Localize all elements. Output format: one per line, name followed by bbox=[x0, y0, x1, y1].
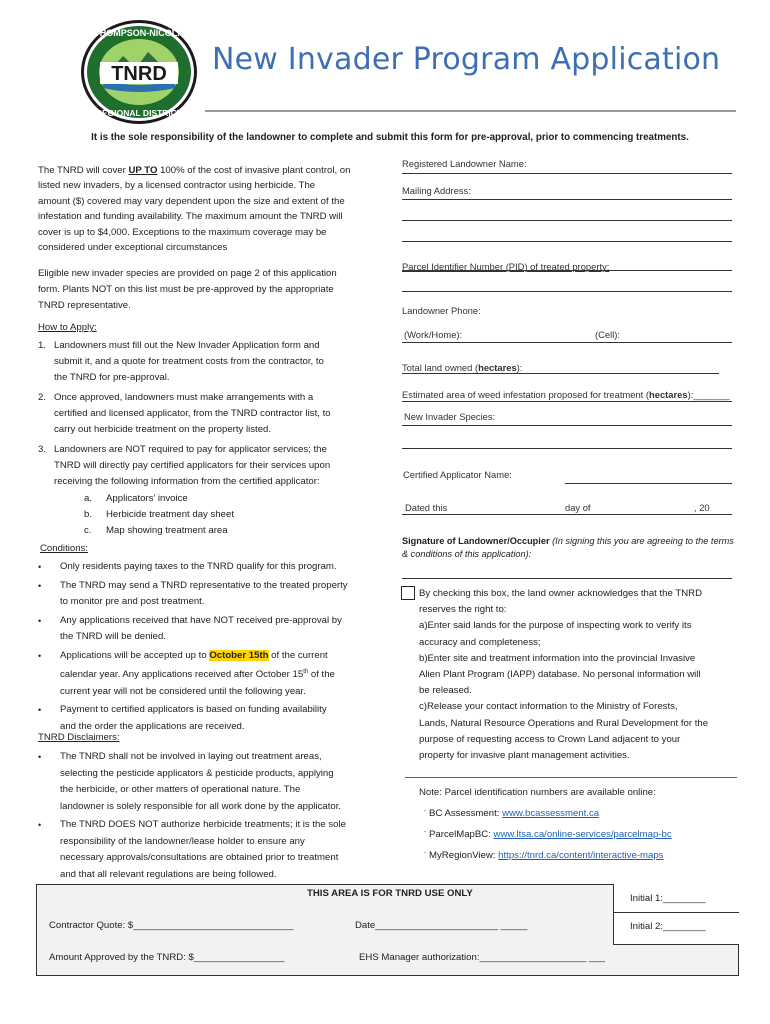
land-owned-field[interactable] bbox=[402, 373, 719, 374]
species-field-2[interactable] bbox=[402, 448, 732, 449]
phone-label: Landowner Phone: bbox=[402, 305, 481, 316]
date-field[interactable] bbox=[402, 514, 732, 515]
dated-this-label: Dated this bbox=[405, 502, 448, 513]
signature-label: Signature of Landowner/Occupier (In signing this you are agreeing to the terms & conditions of this application): bbox=[402, 536, 734, 559]
work-home-label: (Work/Home): bbox=[404, 329, 463, 340]
disclaimers-list bbox=[38, 749, 383, 883]
year-label: , 20 bbox=[694, 502, 710, 513]
page-title: New Invader Program Application bbox=[212, 42, 721, 77]
initial-1-field[interactable]: Initial 1:________ bbox=[630, 893, 706, 904]
condition-item: • The TNRD may send a TNRD representative to the treated property to monitor pre and post treatment. bbox=[38, 579, 348, 607]
step-3: 3. Landowners are NOT required to pay for applicator services; the TNRD will directly pay certified applicators for their services upon receiving the following information from the certified applicator: bbox=[38, 444, 331, 487]
mailing-address-label: Mailing Address: bbox=[402, 185, 471, 196]
pid-field-2[interactable] bbox=[402, 291, 732, 292]
pid-label: Parcel Identifier Number (PID) of treated property: bbox=[402, 261, 610, 272]
sub-item-a: a. Applicators’ invoice bbox=[84, 493, 188, 504]
coverage-paragraph: The TNRD will cover UP TO 100% of the cost of invasive plant control, on listed new invaders, by a licensed contractor using herbicide. The amount ($) covered may vary dependent upon the size and extent of the infestation and funding availability. The maximum amount the TNRD will cover is up to $4,000. Exceptions to the maximum coverage may be considered under exceptional circumstances bbox=[38, 165, 351, 254]
link-list bbox=[424, 803, 744, 866]
initial-2-field[interactable]: Initial 2:________ bbox=[630, 921, 706, 932]
tnrd-logo bbox=[78, 18, 200, 126]
cell-label: (Cell): bbox=[595, 329, 620, 340]
registered-landowner-label: Registered Landowner Name: bbox=[402, 158, 527, 169]
step-1: 1. Landowners must fill out the New Invader Application form and submit it, and a quote for treatment costs from the contractor, to the TNRD for pre-approval. bbox=[38, 340, 324, 383]
signature-field[interactable] bbox=[402, 578, 732, 579]
logo-bottom-text: REGIONAL DISTRICT bbox=[95, 108, 183, 118]
office-date-field[interactable]: Date_______________________ _____ bbox=[355, 920, 528, 931]
parcelmap-link[interactable]: www.ltsa.ca/online-services/parcelmap-bc bbox=[493, 829, 672, 840]
day-of-label: day of bbox=[565, 502, 591, 513]
condition-item: • Any applications received that have NOT received pre-approval by the TNRD will be denied. bbox=[38, 614, 342, 642]
mailing-address-field-3[interactable] bbox=[402, 241, 732, 242]
conditions-list bbox=[38, 559, 383, 735]
office-use-heading: THIS AREA IS FOR TNRD USE ONLY bbox=[307, 888, 473, 899]
note-heading: Note: Parcel identification numbers are available online: bbox=[419, 787, 656, 798]
logo-center-text: TNRD bbox=[111, 63, 167, 85]
sub-item-b: b. Herbicide treatment day sheet bbox=[84, 509, 234, 520]
registered-landowner-field[interactable] bbox=[402, 173, 732, 174]
contractor-quote-field[interactable]: Contractor Quote: $______________________________ bbox=[49, 920, 294, 931]
species-label: New Invader Species: bbox=[404, 411, 496, 422]
applicator-field[interactable] bbox=[565, 483, 732, 484]
amount-approved-field[interactable]: Amount Approved by the TNRD: $_________________ bbox=[49, 952, 285, 963]
link-item-myregionview: ¨ MyRegionView: https://tnrd.ca/content/interactive-maps bbox=[424, 850, 664, 861]
bcassessment-link[interactable]: www.bcassessment.ca bbox=[502, 808, 600, 819]
sub-item-c: c. Map showing treatment area bbox=[84, 525, 228, 536]
link-item-bcassessment: ¨ BC Assessment: www.bcassessment.ca bbox=[424, 808, 600, 819]
condition-deadline: • Applications will be accepted up to October 15th of the current calendar year. Any applications received after October 15th of the current year will not be considered until the following year. bbox=[38, 649, 335, 697]
myregionview-link[interactable]: https://tnrd.ca/content/interactive-maps bbox=[498, 850, 664, 861]
mailing-address-field-2[interactable] bbox=[402, 220, 732, 221]
intro-statement: It is the sole responsibility of the landowner to complete and submit this form for pre-approval, prior to commencing treatments. bbox=[91, 132, 689, 143]
condition-item: • Payment to certified applicators is based on funding availability and the order the applications are received. bbox=[38, 704, 327, 732]
logo-top-text: THOMPSON-NICOLA bbox=[94, 28, 184, 38]
land-owned-label: Total land owned (hectares): bbox=[402, 362, 523, 373]
note-rule bbox=[405, 777, 737, 778]
disclaimer-item: • The TNRD DOES NOT authorize herbicide treatments; it is the sole responsibility of the landowner/lease holder to ensure any necessary approvals/consultations are obtained prior to treatment and that all relevant regulations are being followed. bbox=[38, 819, 346, 880]
disclaimer-item: • The TNRD shall not be involved in laying out treatment areas, selecting the pesticide applicators & pesticide products, applying the herbicide, or other matters of operational nature. The landowner is solely responsible for all work done by the applicator. bbox=[38, 751, 342, 812]
initials-divider bbox=[614, 912, 739, 913]
initials-panel bbox=[613, 884, 739, 945]
acknowledgement-checkbox[interactable] bbox=[401, 586, 415, 600]
pid-field[interactable] bbox=[402, 270, 732, 271]
condition-item: • Only residents paying taxes to the TNRD qualify for this program. bbox=[38, 561, 337, 572]
conditions-heading: Conditions: bbox=[40, 543, 88, 554]
ehs-authorization-field[interactable]: EHS Manager authorization:____________________ ___ bbox=[359, 952, 605, 963]
weed-area-field[interactable] bbox=[402, 401, 732, 402]
eligible-paragraph: Eligible new invader species are provided on page 2 of this application form. Plants NOT on this list must be pre-approved by the appropriate TNRD representative. bbox=[38, 268, 337, 311]
phone-field[interactable] bbox=[402, 342, 732, 343]
disclaimers-heading: TNRD Disclaimers: bbox=[38, 732, 120, 743]
mailing-address-field[interactable] bbox=[402, 199, 732, 200]
how-to-apply-heading: How to Apply: bbox=[38, 322, 97, 333]
applicator-label: Certified Applicator Name: bbox=[403, 469, 512, 480]
title-rule bbox=[205, 110, 736, 112]
acknowledgement-text: By checking this box, the land owner acknowledges that the TNRD reserves the right to: a)Enter said lands for the purpose of inspecting work to verify its accuracy and completeness; b)Enter site and treatment information into the provincial Invasive Alien Plant Program (IAPP) database. No personal information will be released. c)Release your contact information to the Ministry of Forests, Lands, Natural Resource Operations and Rural Development for the purpose of requesting access to Crown Land adjacent to your property for invasive plant management activities. bbox=[419, 588, 709, 762]
link-item-parcelmap: ¨ ParcelMapBC: www.ltsa.ca/online-services/parcelmap-bc bbox=[424, 829, 672, 840]
step-2: 2. Once approved, landowners must make arrangements with a certified and licensed applicator, from the TNRD contractor list, to carry out herbicide treatment on the property listed. bbox=[38, 392, 331, 435]
weed-area-label: Estimated area of weed infestation proposed for treatment (hectares):_______ bbox=[402, 389, 730, 400]
deadline-highlight: October 15th bbox=[209, 649, 269, 661]
office-use-box bbox=[36, 884, 739, 976]
steps-list bbox=[38, 338, 383, 539]
species-field[interactable] bbox=[402, 425, 732, 426]
